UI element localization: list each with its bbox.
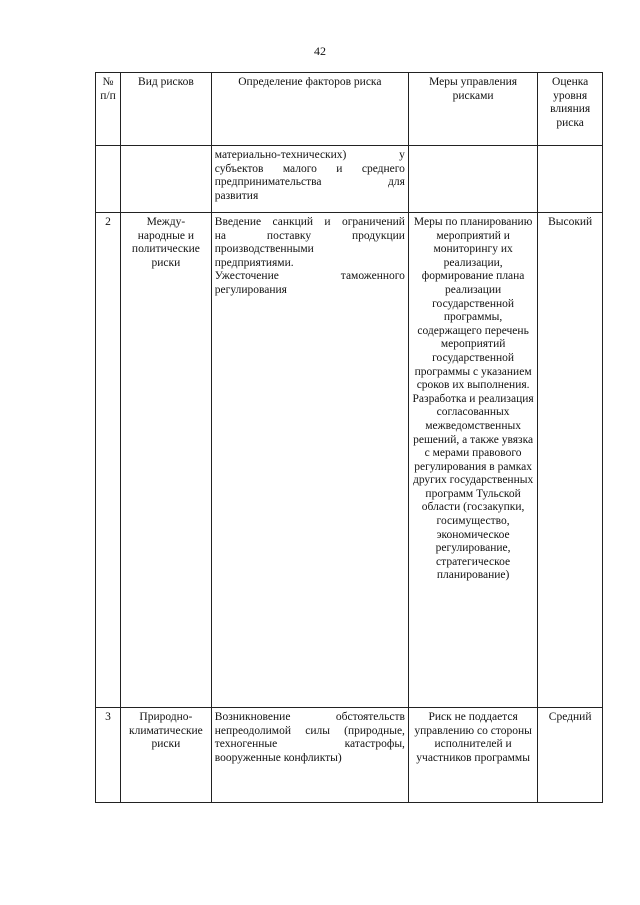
- cell-num: 3: [96, 708, 121, 803]
- definition-line: регулирования: [214, 283, 287, 296]
- cell-risk-type: Между-народные и политические риски: [121, 213, 212, 708]
- cell-risk-definition: Возникновение обстоятельств непреодолимой силы (природные, техногенные катастрофы, вооруженные конфликты): [211, 708, 408, 803]
- risk-table: [95, 72, 603, 803]
- definition-line: предприятиями.: [214, 256, 294, 269]
- definition-line: на поставку продукции: [214, 229, 405, 242]
- header-risk-type: Вид рисков: [121, 73, 212, 146]
- cell-risk-type: [121, 146, 212, 213]
- cell-risk-definition: [211, 146, 408, 213]
- cell-risk-measures: [408, 146, 537, 213]
- table-row: [96, 213, 603, 708]
- definition-line: субъектов малого и среднего: [214, 162, 405, 175]
- cell-risk-score: [538, 146, 603, 213]
- cell-risk-definition: [211, 213, 408, 708]
- cell-num: 2: [96, 213, 121, 708]
- cell-risk-type: Природно-климатические риски: [121, 708, 212, 803]
- cell-num: [96, 146, 121, 213]
- table-row-continuation: [96, 146, 603, 213]
- definition-line: предпринимательства для: [214, 176, 405, 189]
- definition-line: материально-технических) у: [214, 149, 405, 161]
- definition-line: развития: [214, 189, 259, 202]
- table-row: [96, 708, 603, 803]
- header-risk-definition: Определение факторов риска: [211, 73, 408, 146]
- header-risk-measures: Меры управления рисками: [408, 73, 537, 146]
- cell-risk-score: Средний: [538, 708, 603, 803]
- header-num: № п/п: [96, 73, 121, 146]
- table-header-row: [96, 73, 603, 146]
- definition-line: производственными: [214, 243, 314, 256]
- definition-line: Введение санкций и ограничений: [214, 216, 405, 228]
- header-risk-score: Оценка уровня влияния риска: [538, 73, 603, 146]
- page-number: 42: [314, 44, 326, 58]
- cell-risk-measures: Риск не поддается управлению со стороны исполнителей и участников программы: [408, 708, 537, 803]
- definition-line: Ужесточение таможенного: [214, 270, 405, 283]
- cell-risk-measures: Меры по планированию мероприятий и мониторингу их реализации, формирование плана реализации государственной программы, содержащего перечень мероприятий государственной программы с указанием сроков их выполнения. Разработка и реализация согласованных межведомственных решений, а также увязка с мерами правового регулирования в рамках других государственных программ Тульской области (госзакупки, госимущество, экономическое регулирование, стратегическое планирование): [408, 213, 537, 708]
- cell-risk-score: Высокий: [538, 213, 603, 708]
